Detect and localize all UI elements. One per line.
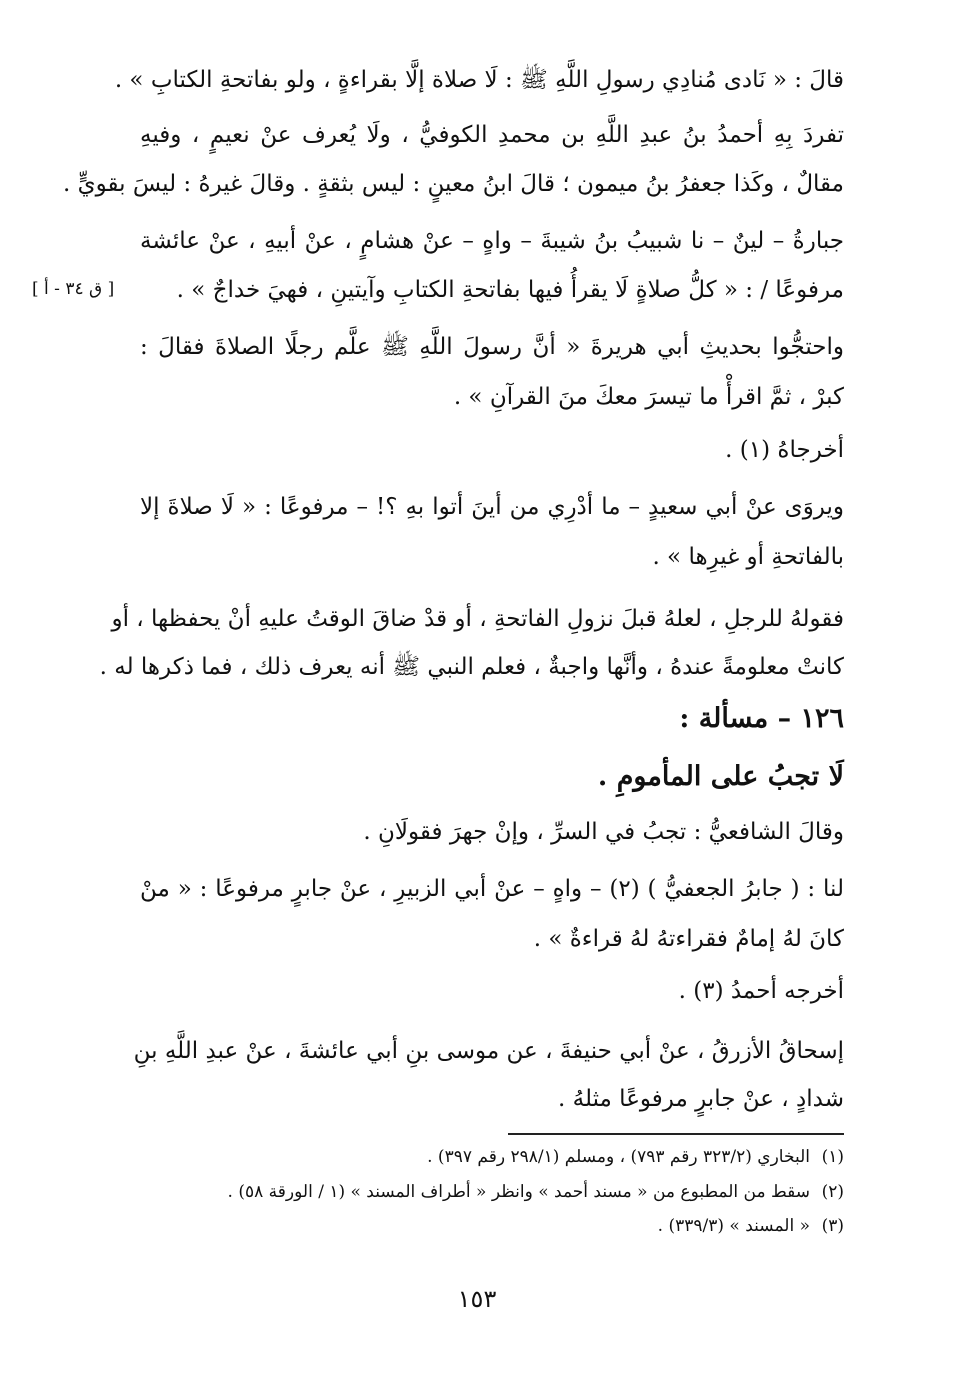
footnote-number: (٢): [821, 1182, 844, 1202]
footnote-number: (٣): [821, 1216, 844, 1236]
text-line-7: كبرْ ، ثمَّ اقرأْ ما تيسرَ معكَ منَ القرآنِ » .: [453, 384, 844, 410]
footnote-text: « المسند » (٣٣٩/٣) .: [657, 1216, 810, 1236]
text-line-11: فقولهُ للرجلِ ، لعلهُ قبلَ نزولِ الفاتحةِ ، أو قدْ ضاقَ الوقتُ عليهِ أنْ يحفظها ، أو: [111, 606, 844, 632]
text-line-10: بالفاتحةِ أو غيرِها » .: [652, 544, 844, 570]
text-line-12: كانتْ معلومةً عندهُ ، وأنَّها واجبةٌ ، فعلم النبي ﷺ أنه يعرف ذلك ، فما ذكرها له .: [99, 654, 844, 680]
text-line-4: جبارةُ – لينٌ – نا شبيبُ بنُ شيبةَ – واهٍ – عنْ هشامٍ ، عنْ أبيهِ ، عنْ عائشة: [140, 228, 844, 254]
text-line-16: لنا : ( جابرُ الجعفيُّ ) (٢) – واهٍ – عنْ أبي الزبيرِ ، عنْ جابرٍ مرفوعًا : « منْ: [140, 876, 844, 902]
text-line-20: شدادٍ ، عنْ جابرٍ مرفوعًا مثلهُ .: [558, 1086, 844, 1112]
footnote-text: البخاري (٣٢٣/٢ رقم ٧٩٣) ، ومسلم (٢٩٨/١ رقم ٣٩٧) .: [427, 1147, 810, 1167]
text-line-8: أخرجاهُ (١) .: [725, 437, 844, 463]
issue-heading: ١٢٦ – مسألة :: [679, 703, 844, 734]
manuscript-folio-marker: [ ق ٣٤ - أ ]: [32, 279, 115, 299]
text-line-2: تفردَ بِهِ أحمدُ بنُ عبدِ اللَّهِ بن محمدِ الكوفيُّ ، ولَا يُعرف عنْ نعيمٍ ، وفيهِ: [140, 122, 844, 148]
text-line-17: كانَ لهُ إمامٌ فقراءتهُ لهُ قراءةٌ » .: [533, 926, 844, 952]
issue-ruling: لَا تجبُ على المأمومِ .: [597, 761, 844, 792]
footnote-text: سقط من المطبوع من « مسند أحمد » وانظر « أطراف المسند » (١ / الورقة ٥٨) .: [227, 1182, 810, 1202]
text-line-19: إسحاقُ الأزرقُ ، عنْ أبي حنيفةَ ، عن موسى بنِ أبي عائشةَ ، عنْ عبدِ اللَّهِ بنِ: [133, 1038, 844, 1064]
text-line-5: مرفوعًا / : « كلُّ صلاةٍ لَا يقرأُ فيها بفاتحةِ الكتابِ وآيتينِ ، فهيَ خداجٌ » .: [176, 277, 844, 303]
footnote-2: [140, 1180, 844, 1204]
text-line-1: قالَ : « نَادى مُنادِي رسولِ اللَّهِ ﷺ : لَا صلاة إلَّا بقراءةٍ ، ولو بفاتحةِ الكتابِ » .: [114, 67, 844, 93]
text-line-18: أخرجه أحمدُ (٣) .: [678, 978, 844, 1004]
text-line-6: واحتجُّوا بحديثِ أبي هريرةَ « أنَّ رسولَ اللَّهِ ﷺ علَّم رجلًا الصلاةَ فقالَ :: [140, 334, 844, 360]
page-number: ١٥٣: [457, 1285, 497, 1313]
footnote-1: [140, 1145, 844, 1169]
text-line-9: ويروَى عنْ أبي سعيدٍ – ما أدْرِي من أينَ أتوا بهِ ؟! – مرفوعًا : « لَا صلاةَ إلا: [140, 494, 844, 520]
footnote-3: [140, 1214, 844, 1238]
footnote-divider: [508, 1133, 844, 1135]
text-line-15: وقالَ الشافعيُّ : تجبُ في السرِّ ، وإنْ جهرَ فقولَانِ .: [363, 819, 844, 845]
footnote-number: (١): [821, 1147, 844, 1167]
text-line-3: مقالٌ ، وكَذا جعفرُ بنُ ميمون ؛ قالَ ابنُ معينٍ : ليس بثقةٍ . وقالَ غيرهُ : ليسَ بقويٍّ .: [62, 171, 844, 197]
